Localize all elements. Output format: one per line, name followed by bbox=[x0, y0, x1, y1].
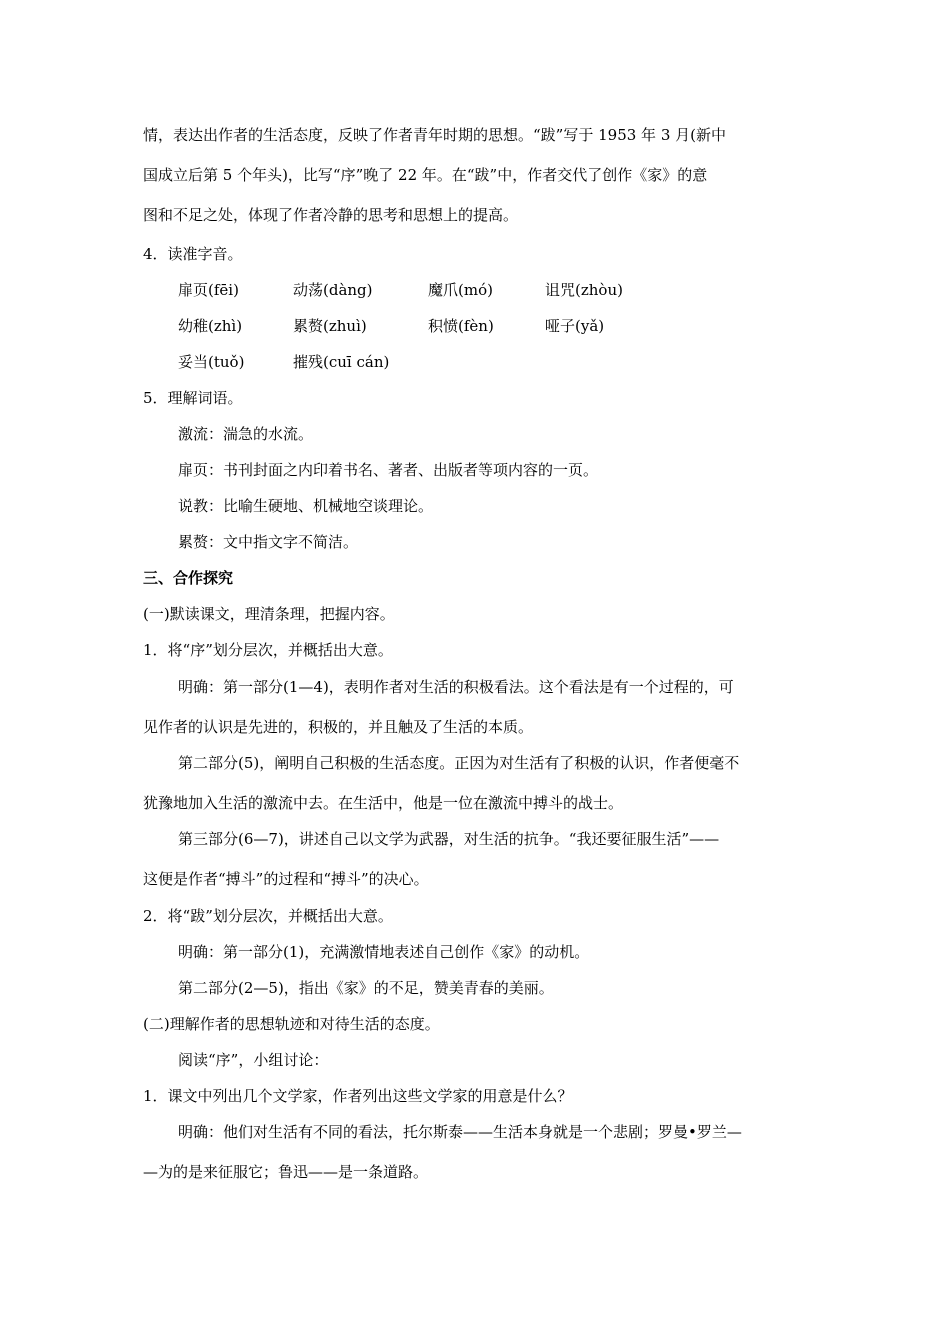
text-line: 激流：湍急的水流。 bbox=[178, 425, 314, 443]
text-line: 说教：比喻生硬地、机械地空谈理论。 bbox=[178, 497, 434, 515]
text-line: 国成立后第 5 个年头)，比写“序”晚了 22 年。在“跋”中，作者交代了创作《家》的意 bbox=[143, 166, 708, 184]
text-line: (二)理解作者的思想轨迹和对待生活的态度。 bbox=[143, 1015, 440, 1033]
text-line: 情，表达出作者的生活态度，反映了作者青年时期的思想。“跋”写于 1953 年 3 月(新中 bbox=[143, 126, 726, 144]
pinyin-item: 妥当(tuǒ) bbox=[178, 353, 245, 371]
pinyin-item: 魔爪(mó) bbox=[428, 281, 493, 299]
text-line: 明确：第一部分(1—4)，表明作者对生活的积极看法。这个看法是有一个过程的，可 bbox=[178, 678, 734, 696]
text-line: 1．将“序”划分层次，并概括出大意。 bbox=[143, 641, 393, 659]
text-line: 第三部分(6—7)，讲述自己以文学为武器，对生活的抗争。“我还要征服生活”—— bbox=[178, 830, 720, 848]
pinyin-item: 摧残(cuī cán) bbox=[293, 353, 390, 371]
pinyin-item: 扉页(fēi) bbox=[178, 281, 239, 299]
pinyin-item: 诅咒(zhòu) bbox=[545, 281, 623, 299]
pinyin-item: 动荡(dàng) bbox=[293, 281, 373, 299]
text-line: 明确：第一部分(1)，充满激情地表述自己创作《家》的动机。 bbox=[178, 943, 590, 961]
text-line: 这便是作者“搏斗”的过程和“搏斗”的决心。 bbox=[143, 870, 429, 888]
text-line: 1．课文中列出几个文学家，作者列出这些文学家的用意是什么？ bbox=[143, 1087, 573, 1105]
text-line: 2．将“跋”划分层次，并概括出大意。 bbox=[143, 907, 393, 925]
text-line: 阅读“序”，小组讨论： bbox=[178, 1051, 329, 1069]
text-line: (一)默读课文，理清条理，把握内容。 bbox=[143, 605, 395, 623]
section-heading: 5．理解词语。 bbox=[143, 389, 243, 407]
pinyin-item: 哑子(yǎ) bbox=[545, 317, 605, 335]
text-line: 图和不足之处，体现了作者冷静的思考和思想上的提高。 bbox=[143, 206, 519, 224]
pinyin-item: 累赘(zhuì) bbox=[293, 317, 367, 335]
section-heading: 三、合作探究 bbox=[143, 569, 234, 587]
pinyin-item: 积愤(fèn) bbox=[428, 317, 494, 335]
text-line: 累赘：文中指文字不简洁。 bbox=[178, 533, 359, 551]
text-line: 犹豫地加入生活的激流中去。在生活中，他是一位在激流中搏斗的战士。 bbox=[143, 794, 624, 812]
text-line: —为的是来征服它；鲁迅——是一条道路。 bbox=[143, 1163, 429, 1181]
pinyin-item: 幼稚(zhì) bbox=[178, 317, 243, 335]
text-line: 见作者的认识是先进的，积极的，并且触及了生活的本质。 bbox=[143, 718, 534, 736]
text-line: 第二部分(5)，阐明自己积极的生活态度。正因为对生活有了积极的认识，作者便毫不 bbox=[178, 754, 740, 772]
text-line: 明确：他们对生活有不同的看法，托尔斯泰——生活本身就是一个悲剧；罗曼•罗兰— bbox=[178, 1123, 742, 1141]
text-line: 扉页：书刊封面之内印着书名、著者、出版者等项内容的一页。 bbox=[178, 461, 599, 479]
section-heading: 4．读准字音。 bbox=[143, 245, 243, 263]
text-line: 第二部分(2—5)，指出《家》的不足，赞美青春的美丽。 bbox=[178, 979, 554, 997]
